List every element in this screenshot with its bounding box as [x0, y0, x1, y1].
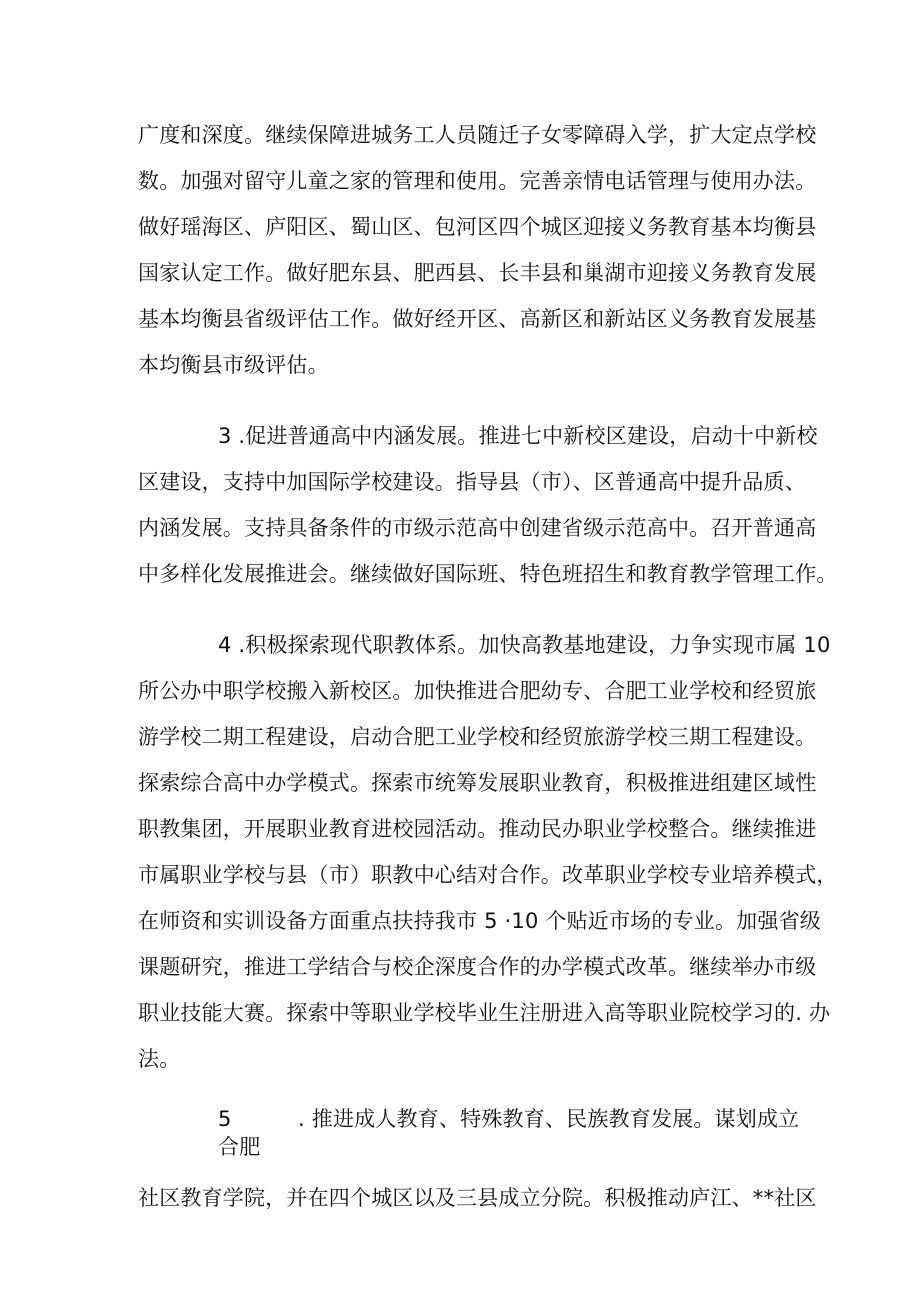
paragraph-line: 职业技能大赛。探索中等职业学校毕业生注册进入高等职业院校学习的. 办 — [138, 1001, 831, 1025]
paragraph-line: 在师资和实训设备方面重点扶持我市 5 ·10 个贴近市场的专业。加强省级 — [138, 909, 821, 933]
paragraph-line: 国家认定工作。做好肥东县、肥西县、长丰县和巢湖市迎接义务教育发展 — [138, 261, 817, 285]
paragraph-line: 内涵发展。支持具备条件的市级示范高中创建省级示范高中。召开普通高 — [138, 516, 817, 540]
paragraph-line: 基本均衡县省级评估工作。做好经开区、高新区和新站区义务教育发展基 — [138, 307, 817, 331]
item-5-heading-text: . 推进成人教育、特殊教育、民族教育发展。谋划成立 — [298, 1107, 800, 1131]
paragraph-line: 课题研究，推进工学结合与校企深度合作的办学模式改革。继续举办市级 — [138, 955, 817, 979]
paragraph-line: 区建设，支持中加国际学校建设。指导县（市）、区普通高中提升品质、 — [138, 470, 806, 494]
paragraph-line: 游学校二期工程建设，启动合肥工业学校和经贸旅游学校三期工程建设。 — [138, 725, 817, 749]
item-5-number: 5 — [218, 1107, 232, 1131]
paragraph-line: 数。加强对留守儿童之家的管理和使用。完善亲情电话管理与使用办法。 — [138, 169, 817, 193]
item-5-subline: 合肥 — [218, 1135, 261, 1159]
paragraph-line: 探索综合高中办学模式。探索市统筹发展职业教育，积极推进组建区域性 — [138, 771, 817, 795]
item-3-heading-line: 3 .促进普通高中内涵发展。推进七中新校区建设，启动十中新校 — [218, 424, 818, 448]
paragraph-line: 职教集团，开展职业教育进校园活动。推动民办职业学校整合。继续推进 — [138, 817, 817, 841]
paragraph-line: 法。 — [138, 1047, 181, 1071]
paragraph-line: 中多样化发展推进会。继续做好国际班、特色班招生和教育教学管理工作。 — [138, 562, 838, 586]
paragraph-line: 做好瑶海区、庐阳区、蜀山区、包河区四个城区迎接义务教育基本均衡县 — [138, 215, 817, 239]
paragraph-line: 广度和深度。继续保障进城务工人员随迁子女零障碍入学，扩大定点学校 — [138, 123, 817, 147]
paragraph-line: 所公办中职学校搬入新校区。加快推进合肥幼专、合肥工业学校和经贸旅 — [138, 679, 817, 703]
item-4-heading-line: 4 .积极探索现代职教体系。加快高教基地建设，力争实现市属 10 — [218, 633, 831, 657]
paragraph-line: 本均衡县市级评估。 — [138, 353, 329, 377]
paragraph-line: 社区教育学院，并在四个城区以及三县成立分院。积极推动庐江、**社区 — [138, 1186, 817, 1210]
paragraph-line: 市属职业学校与县（市）职教中心结对合作。改革职业学校专业培养模式， — [138, 863, 838, 887]
